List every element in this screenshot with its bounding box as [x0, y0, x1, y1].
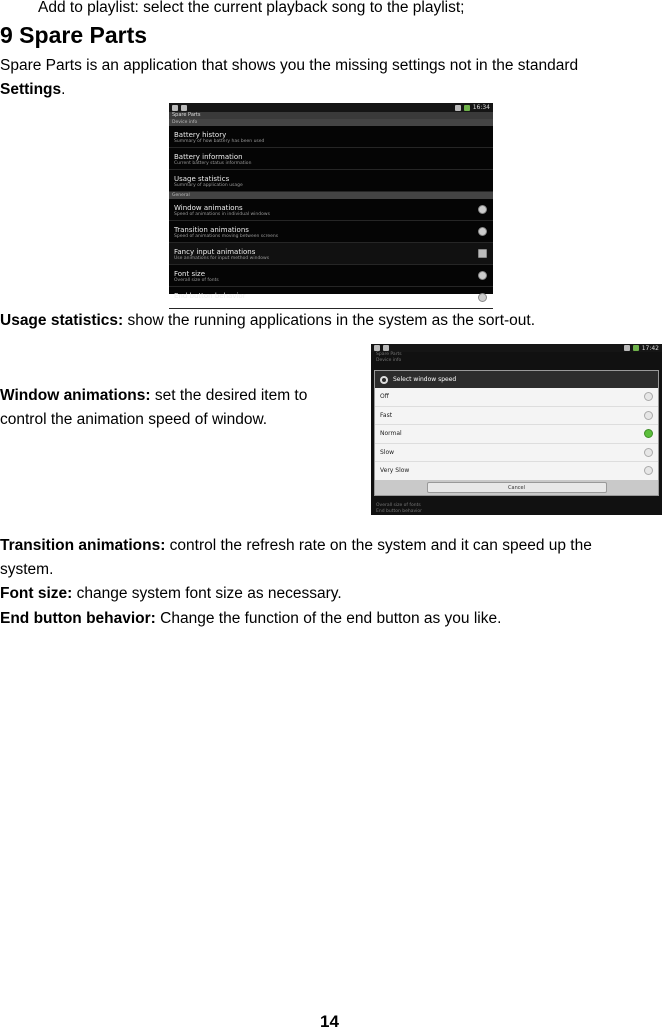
usage-statistics-text: show the running applications in the system as the sort-out. — [123, 312, 536, 329]
status-bar — [371, 344, 662, 352]
pref-subtitle: Overall size of fonts — [174, 278, 219, 283]
settings-word: Settings — [0, 81, 62, 98]
usb-icon — [172, 105, 178, 111]
dropdown-icon[interactable] — [478, 293, 487, 302]
dropdown-icon[interactable] — [478, 227, 487, 236]
pref-usage-statistics[interactable] — [169, 170, 493, 192]
dropdown-icon[interactable] — [478, 205, 487, 214]
option-label: Slow — [380, 448, 395, 456]
dialog-title: Select window speed — [393, 376, 457, 383]
clock: 16:34 — [472, 104, 490, 111]
spare-parts-screenshot — [169, 103, 493, 300]
window-animations-label: Window animations: — [0, 387, 151, 404]
font-size-paragraph — [0, 585, 342, 603]
background-font-size-subtitle: Overall size of fonts — [376, 503, 421, 508]
transition-animations-paragraph — [0, 537, 592, 555]
pref-window-animations[interactable] — [169, 199, 493, 221]
pref-subtitle: Summary of how battery has been used — [174, 139, 265, 144]
option-slow[interactable] — [375, 444, 658, 463]
option-very-slow[interactable] — [375, 462, 658, 481]
usage-statistics-label: Usage statistics: — [0, 312, 124, 329]
option-label: Very Slow — [380, 467, 410, 474]
sd-card-icon — [455, 105, 461, 111]
window-animations-text: set the desired item to — [150, 387, 308, 404]
option-label: Off — [380, 393, 389, 400]
usage-statistics-paragraph — [0, 312, 535, 330]
intro-paragraph-line2 — [0, 81, 65, 99]
option-off[interactable] — [375, 388, 658, 407]
pref-title: Window animations — [174, 204, 243, 212]
cancel-button[interactable]: Cancel — [427, 482, 607, 493]
background-category: Device info — [376, 358, 402, 363]
clock: 17:42 — [641, 344, 659, 352]
window-animations-paragraph — [0, 387, 307, 405]
dropdown-icon[interactable] — [478, 271, 487, 280]
dialog-title-bar — [375, 371, 658, 388]
status-bar — [169, 103, 493, 112]
intro-line: Add to playlist: select the current playback song to the playlist; — [38, 0, 465, 16]
checkbox[interactable] — [478, 249, 487, 258]
transition-animations-line2: system. — [0, 561, 54, 578]
radio-button[interactable] — [644, 411, 653, 420]
radio-button-selected[interactable] — [644, 429, 653, 438]
pref-font-size[interactable] — [169, 265, 493, 287]
settings-icon — [380, 376, 388, 384]
pref-title: End button behavior — [174, 292, 246, 300]
pref-battery-history[interactable] — [169, 126, 493, 148]
usb-icon — [374, 345, 380, 351]
intro-paragraph-line1: Spare Parts is an application that shows you the missing settings not in the standard — [0, 57, 579, 74]
pref-subtitle: Speed of animations in individual windows — [174, 212, 270, 217]
pref-subtitle: Use animations for input method windows — [174, 256, 270, 261]
page-number: 14 — [320, 1012, 339, 1031]
end-button-label: End button behavior: — [0, 610, 156, 627]
pref-title: Usage statistics — [174, 175, 230, 183]
select-window-speed-dialog — [374, 370, 659, 496]
warning-icon — [383, 345, 389, 351]
app-title-bar: Spare Parts — [169, 112, 493, 119]
option-label: Fast — [380, 411, 393, 419]
pref-subtitle: Summary of application usage — [174, 183, 243, 188]
pref-title: Fancy input animations — [174, 248, 256, 256]
warning-icon — [181, 105, 187, 111]
radio-button[interactable] — [644, 392, 653, 401]
pref-subtitle: Speed of animations moving between screens — [174, 234, 279, 239]
pref-battery-information[interactable] — [169, 148, 493, 170]
pref-end-button-behavior[interactable] — [169, 287, 493, 309]
option-label: Normal — [380, 430, 402, 437]
battery-icon — [633, 345, 639, 351]
sd-card-icon — [624, 345, 630, 351]
battery-icon — [464, 105, 470, 111]
font-size-label: Font size: — [0, 585, 73, 602]
pref-title: Transition animations — [174, 226, 249, 234]
window-animations-line2: control the animation speed of window. — [0, 411, 268, 428]
option-fast[interactable] — [375, 407, 658, 426]
radio-button[interactable] — [644, 448, 653, 457]
transition-animations-text: control the refresh rate on the system and it can speed up the — [165, 537, 592, 554]
dialog-footer — [375, 480, 658, 495]
category-general: General — [169, 192, 493, 199]
end-button-paragraph — [0, 610, 501, 628]
background-app-title: Spare Parts — [376, 352, 402, 357]
transition-animations-label: Transition animations: — [0, 537, 166, 554]
pref-fancy-input-animations[interactable] — [169, 243, 493, 265]
background-bottom — [371, 503, 662, 515]
end-button-text: Change the function of the end button as you like. — [155, 610, 502, 627]
section-title: 9 Spare Parts — [0, 22, 148, 48]
period: . — [61, 81, 66, 98]
background-end-button-item: End button behavior — [376, 509, 423, 514]
font-size-text: change system font size as necessary. — [72, 585, 342, 602]
option-normal[interactable] — [375, 425, 658, 444]
pref-title: Battery history — [174, 131, 227, 139]
pref-subtitle: Current battery status information — [174, 161, 252, 166]
radio-button[interactable] — [644, 466, 653, 475]
category-device-info: Device info — [169, 119, 493, 126]
pref-title: Battery information — [174, 153, 243, 161]
pref-title: Font size — [174, 270, 206, 278]
pref-transition-animations[interactable] — [169, 221, 493, 243]
window-speed-dialog-screenshot — [371, 344, 662, 515]
